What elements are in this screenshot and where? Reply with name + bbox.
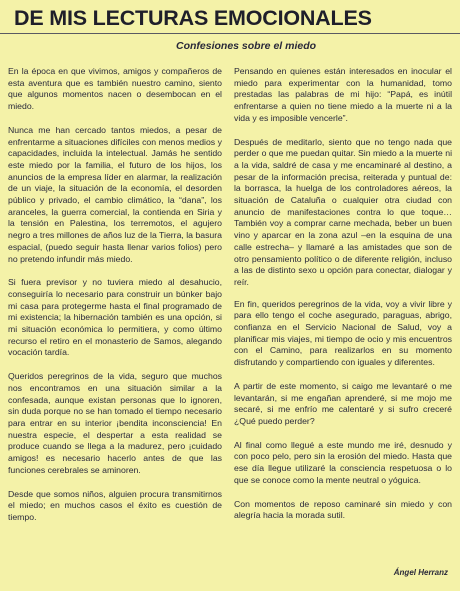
paragraph: Con momentos de reposo caminaré sin miedo y con alegría hacia la morada sutil. xyxy=(234,498,452,521)
left-column xyxy=(8,66,222,536)
author-signature: Ángel Herranz xyxy=(393,568,448,577)
article-subtitle: Confesiones sobre el miedo xyxy=(176,40,317,52)
paragraph: Desde que somos niños, alguien procura transmitirnos el miedo; en muchos casos el éxito es cuestión de tiempo. xyxy=(8,488,222,522)
paragraph: En fin, queridos peregrinos de la vida, voy a vivir libre y para ello tengo el coche asegurado, paraguas, abrigo, confianza en el Servicio Nacional de Salud, voy a planificar mis viajes, mi tiempo de ocio y mis encuentros con el Camino, para realizarlos en su momento disfrutando y compartiendo con iguales y diferentes. xyxy=(234,298,452,368)
paragraph: En la época en que vivimos, amigos y compañeros de esta aventura que es también nuestro camino, siento que algunos momentos nacen o desembocan en el miedo. xyxy=(8,66,222,112)
paragraph: Al final como llegué a este mundo me iré, desnudo y con poco pelo, pero sin la erosión del miedo. Hasta que ese día llegue utilizaré la consciencia respetuosa o lo que se conoce como la mente neutral o yóguica. xyxy=(234,439,452,485)
paragraph: Nunca me han cercado tantos miedos, a pesar de enfrentarme a situaciones difíciles con menos medios y capacidades, incluida la intelectual. Jamás he sentido este miedo por la familia, el futuro de los hijos, los anuncios de la empresa líder en alarmar, la realización de un viaje, la situación de la economía, el desorden público y privado, el cambio climático, la “dana”, los aranceles, la guerra comercial, la contienda en Siria y la tensión en Palestina, los terremotos, el agujero negro a tres millones de años luz de la Tierra, la basura espacial, (puedo seguir hasta llenar varios folios) pero no pretendo infundir más miedo. xyxy=(8,124,222,264)
article-title: DE MIS LECTURAS EMOCIONALES xyxy=(14,6,372,30)
paragraph: Si fuera previsor y no tuviera miedo al desahucio, conseguiría lo necesario para construir un búnker bajo mi casa para protegerme hasta el final programado de mi existencia; la hibernación también es una opción, si mi situación económica lo permitiera, y como último recurso el retiro en el monasterio de Samos, alegando vocación tardía. xyxy=(8,277,222,358)
paragraph: Pensando en quienes están interesados en inocular el miedo para experimentar con la humanidad, tomo prestadas las palabras de mi hijo: “Papá, es inútil enfrentarse a quien no tiene miedo a la muerte ni a la vida y es imposible vencerle”. xyxy=(234,66,452,123)
title-divider xyxy=(0,33,460,34)
right-column xyxy=(234,66,452,534)
paragraph: Queridos peregrinos de la vida, seguro que muchos nos encontramos en una situación similar a la confesada, aunque existan personas que lo ignoren, sin duda porque no se han tomado el tiempo necesario para entrar en su interior ¡bendita inconsciencia! En nuestra especie, el despertar a esta realidad se produce cuando se llega a la madurez, pero ¡cuidado amigos! es necesario hacerlo antes de que las funciones cerebrales se aminoren. xyxy=(8,371,222,475)
paragraph: A partir de este momento, si caigo me levantaré o me levantarán, si me engañan aprenderé, si me mojo me secaré, si me enfrío me calentaré y si sufro creceré ¿Qué puedo perder? xyxy=(234,380,452,426)
paragraph: Después de meditarlo, siento que no tengo nada que perder o que me puedan quitar. Sin miedo a la muerte ni a la vida, saldré de casa y me encaminaré al destino, a pesar de la información precisa, reiterada y puntual de: la borrasca, la huelga de los controladores aéreos, la situación de Cataluña o cualquier otra ciudad con anuncio de manifestaciones contra lo que toque… También voy a comprar carne mechada, beber un buen vino y aparcar en la zona azul –en la esquina de una calle estrecha– y llamaré a las amistades que son de otro pensamiento político o de diferente religión, incluso a las de distinto sexo u opción para conectar, dialogar y reír. xyxy=(234,136,452,287)
